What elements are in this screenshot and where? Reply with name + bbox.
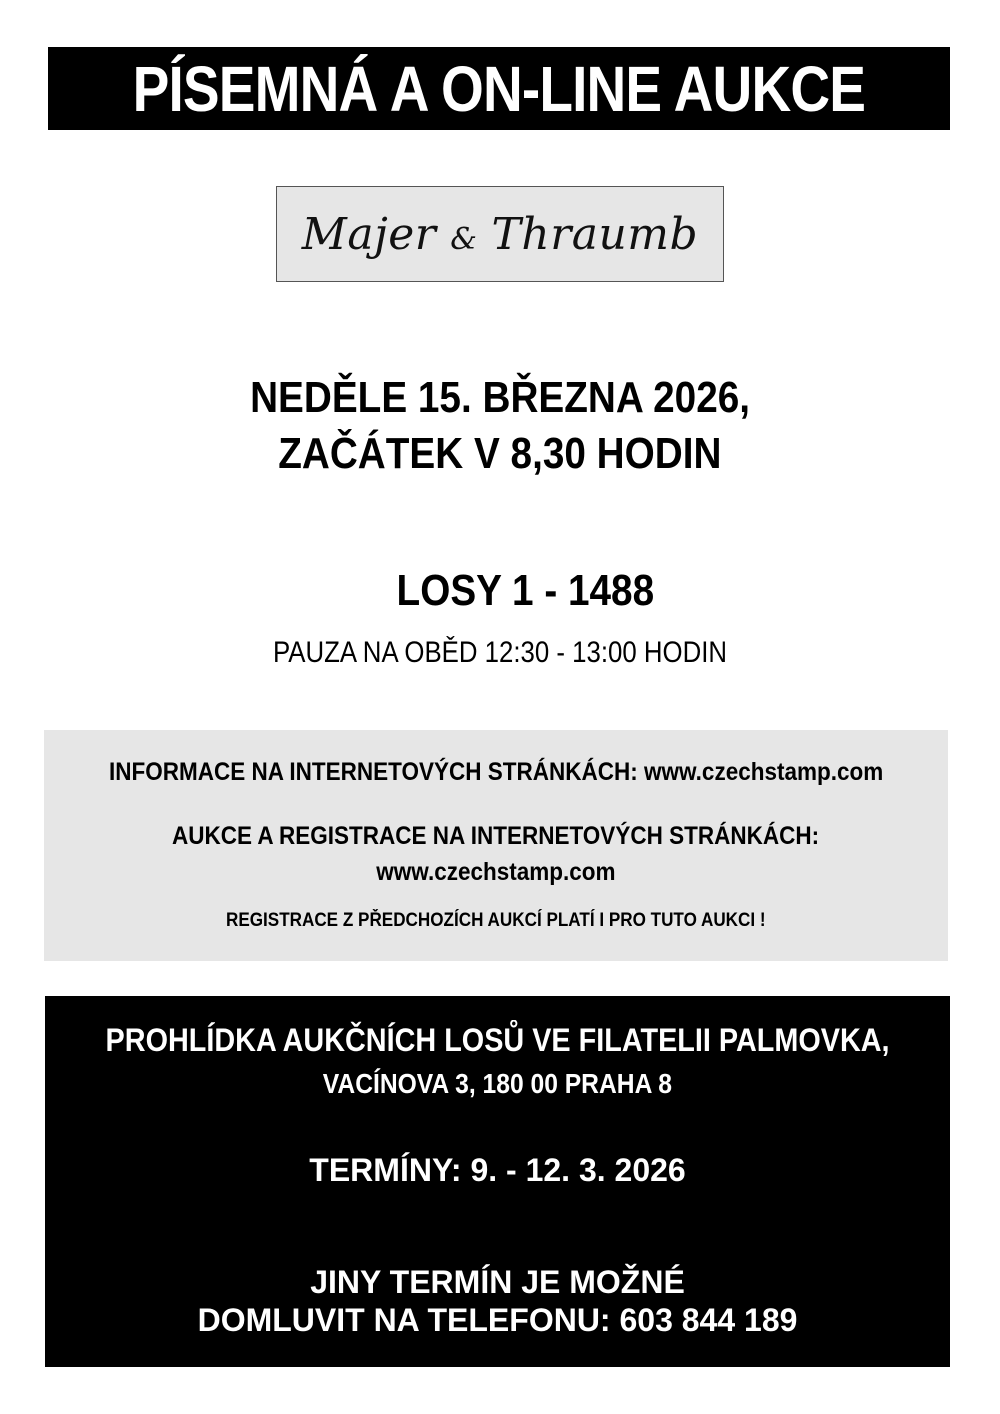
lots-range: LOSY 1 - 1488 [396, 566, 654, 615]
logo-name-second: Thraumb [491, 208, 699, 260]
page-title: PÍSEMNÁ A ON-LINE AUKCE [132, 52, 866, 125]
viewing-dates: TERMÍNY: 9. - 12. 3. 2026 [309, 1152, 686, 1188]
info-website-line: INFORMACE NA INTERNETOVÝCH STRÁNKÁCH: www.czechstamp.com [108, 758, 884, 786]
info-registration-url: www.czechstamp.com [376, 858, 616, 886]
logo-name-first: Majer [301, 208, 437, 260]
lunch-break: PAUZA NA OBĚD 12:30 - 13:00 HODIN [272, 636, 728, 669]
info-panel [44, 730, 948, 961]
auction-start-time: ZAČÁTEK V 8,30 HODIN [278, 429, 722, 478]
viewing-panel [45, 996, 950, 1367]
auction-date-block [0, 370, 1000, 482]
auction-date: NEDĚLE 15. BŘEZNA 2026, [250, 373, 750, 422]
viewing-other-term: JINY TERMÍN JE MOŽNÉ [310, 1264, 685, 1300]
logo-text [302, 209, 698, 260]
title-banner [48, 47, 950, 130]
viewing-address: VACÍNOVA 3, 180 00 PRAHA 8 [322, 1068, 673, 1099]
logo-ampersand: & [450, 221, 478, 257]
company-logo [276, 186, 724, 282]
info-registration-line: AUKCE A REGISTRACE NA INTERNETOVÝCH STRÁNKÁCH: [172, 822, 820, 850]
viewing-location: PROHLÍDKA AUKČNÍCH LOSŮ VE FILATELII PALMOVKA, [105, 1022, 890, 1058]
viewing-phone: DOMLUVIT NA TELEFONU: 603 844 189 [197, 1302, 798, 1338]
info-registration-note: REGISTRACE Z PŘEDCHOZÍCH AUKCÍ PLATÍ I PRO TUTO AUKCI ! [226, 910, 766, 931]
